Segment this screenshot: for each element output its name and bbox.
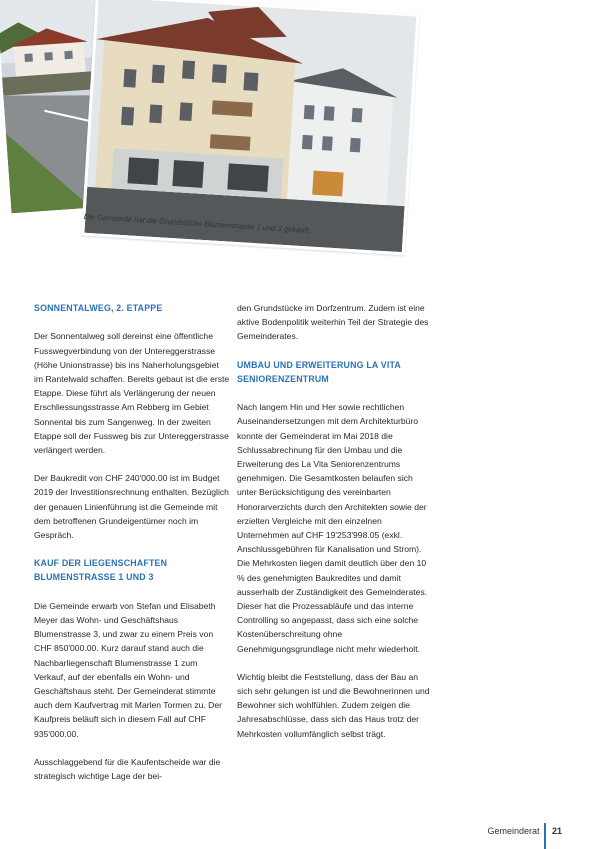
paragraph: Ausschlaggebend für die Kaufentscheide war die strategisch wichtige Lage der bei- [34,756,221,782]
footer-divider [544,823,546,849]
photo-caption: Die Gemeinde hat die Grundstücke Blumenstrasse 1 und 3 gekauft. [83,212,312,235]
heading-kauf-liegenschaften: KAUF DER LIEGENSCHAFTEN BLUMENSTRASSE 1 UND 3 [34,558,168,583]
page-footer [487,818,562,844]
footer-section: Gemeinderat [487,826,540,836]
left-column [34,301,230,797]
paragraph: den Grundstücke im Dorfzentrum. Zudem ist eine aktive Bodenpolitik weiterhin Teil der Strategie des Gemeinderates. [237,303,429,342]
right-column [237,301,433,755]
heading-la-vita: UMBAU UND ERWEITERUNG LA VITA SENIORENZENTRUM [237,359,401,384]
paragraph: Der Baukredit von CHF 240'000.00 ist im Budget 2019 der Investitionsrechnung enthalten. Bezüglich der genauen Linienführung ist die Gemeinde mit dem betroffenen Grundeigentümer noch im Gespräch. [34,473,229,541]
page-number: 21 [551,826,562,836]
paragraph: Die Gemeinde erwarb von Stefan und Elisabeth Meyer das Wohn- und Geschäftshaus Blumenstrasse 3, und zwar zu einem Preis von CHF 850'000.00. Kurz darauf stand auch die Nachbarliegenschaft Blumenstrasse 1 zum Verkauf, auf der ebenfalls ein Wohn- und Geschäftshaus steht. Der Gemeinderat stimmte auch dem Kaufvertrag mit Marlen Tormen zu. Der Kaufpreis beläuft sich in diesem Fall auf CHF 935'000.00. [34,600,223,739]
paragraph: Nach langem Hin und Her sowie rechtlichen Auseinandersetzungen mit dem Architekturbüro konnte der Gemeinderat im Mai 2018 die Schlussabrechnung für den Umbau und die Erweiterung des La Vita Seniorenzentrums genehmigen. Die Gesamtkosten belaufen sich unter Berücksichtigung des vereinbarten Honorarverzichts durch den Architekten sowie der erzielten Vergleiche mit den einzelnen Unternehmen auf CHF 19'253'998.05 (exkl. Anschlussgebühren für Kanalisation und Strom). Die Mehrkosten liegen damit deutlich über den 10 % des genehmigten Baukredites und damit ausserhalb der Zuständigkeit des Gemeinderates. Dieser hat die Prozessabläufe und das interne Controlling so angepasst, dass sich eine solche Kostenüberschreitung ohne Genehmigungsgrundlage nicht mehr wiederholt. [237,402,428,654]
paragraph: Wichtig bleibt die Feststellung, dass der Bau an sich sehr gelungen ist und die Bewohnerinnen und Bewohner sich wohlfühlen. Zudem zeigen die Jahresabschlüsse, dass sich das Haus trotz der Mehrkosten vollumfänglich selbst trägt. [237,671,430,739]
paragraph: Der Sonnentalweg soll dereinst eine öffentliche Fusswegverbindung von der Untereggerstrasse (Höhe Unionstrasse) bis ins Naherholungsgebiet im Rantelwald schaffen. Bereits gebaut ist die erste Etappe. Diese führt als Verlängerung der neuen Erschliessungsstrasse Am Rebberg im Gebiet Sonnental bis zum Sangenweg. In der zweiten Etappe soll der Fussweg bis zur Untereggerstrasse verlängert werden. [34,331,230,456]
heading-sonnentalweg: SONNENTALWEG, 2. ETAPPE [34,303,163,313]
photo-collage [0,0,598,290]
